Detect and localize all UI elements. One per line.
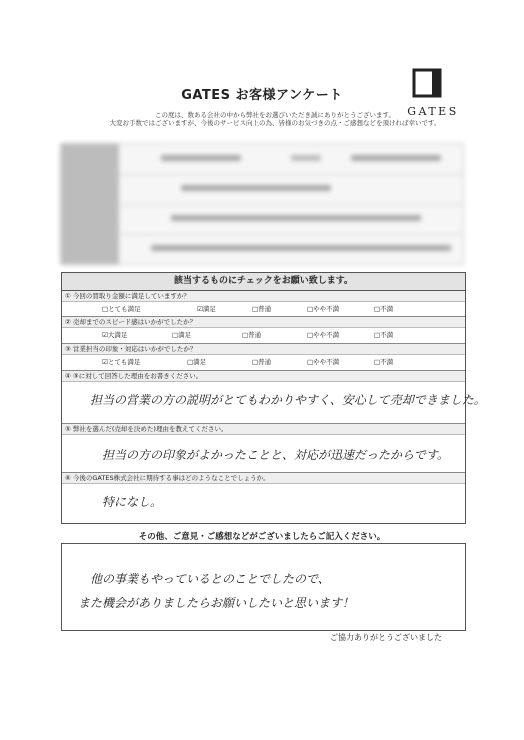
question-6-answer: 特になし。 <box>102 495 163 509</box>
intro-text-line-2: 大変お手数ではございますが、今後のサービス向上の為、皆様のお気づきの点・ご感想などを頂ければ幸いです。 <box>109 119 441 127</box>
question-2-options <box>62 329 465 341</box>
option-dissatisfied[interactable]: □不満 <box>374 358 394 366</box>
option-somewhat-dissatisfied[interactable]: □やや不満 <box>307 331 340 339</box>
question-1 <box>62 291 465 317</box>
logo-text: GATES <box>407 105 459 118</box>
question-3 <box>62 344 465 371</box>
customer-row-label <box>61 144 119 174</box>
option-dissatisfied[interactable]: □不満 <box>374 305 394 313</box>
question-2 <box>62 317 465 344</box>
question-6-label: ⑥ 今後のGATES株式会社に期待する事はどのようなことでしょうか。 <box>62 473 465 484</box>
option-satisfied[interactable]: □満足 <box>172 331 192 339</box>
option-satisfied[interactable]: ☑満足 <box>197 305 216 313</box>
comment-line-1: 他の事業もやっているとのことでしたので、 <box>90 572 330 586</box>
option-normal[interactable]: □普通 <box>252 305 272 313</box>
question-1-label: ① 今回の買取り金額に満足していますか？ <box>62 291 465 302</box>
comments-heading: その他、ご意見・ご感想などがございましたらご記入ください。 <box>138 532 386 542</box>
survey-heading: 該当するものにチェックをお願い致します。 <box>62 273 465 291</box>
option-very-satisfied[interactable]: □とても満足 <box>102 305 141 313</box>
gates-logo <box>405 66 465 126</box>
question-3-label: ③ 営業担当の印象・対応はいかがでしたか？ <box>62 344 465 355</box>
option-somewhat-dissatisfied[interactable]: □やや不満 <box>307 305 340 313</box>
customer-row <box>61 234 463 264</box>
comments-box <box>61 543 466 631</box>
customer-row <box>61 204 463 235</box>
customer-row-label <box>61 234 119 264</box>
question-3-options <box>62 356 465 368</box>
customer-info-redacted <box>60 143 464 265</box>
option-dissatisfied[interactable]: □不満 <box>374 331 394 339</box>
gates-logo-mark <box>412 68 442 98</box>
question-4-label: ④ ③に対して回答した理由をお書きください。 <box>62 371 465 382</box>
survey-checklist <box>61 272 486 524</box>
customer-row <box>61 174 463 205</box>
question-1-options <box>62 303 465 315</box>
question-5-answer: 担当の方の印象がよかったことと、対応が迅速だったからです。 <box>102 448 449 462</box>
page-title: GATES お客様アンケート <box>181 88 343 103</box>
question-4 <box>62 371 486 424</box>
customer-row <box>61 144 463 175</box>
option-normal[interactable]: □普通 <box>242 331 262 339</box>
option-somewhat-dissatisfied[interactable]: □やや不満 <box>307 358 340 366</box>
thanks-text: ご協力ありがとうございました <box>330 633 442 642</box>
option-satisfied[interactable]: □満足 <box>187 358 207 366</box>
option-very-satisfied[interactable]: ☑大満足 <box>102 331 128 339</box>
option-very-satisfied[interactable]: ☑とても満足 <box>102 358 141 366</box>
customer-row-label <box>61 174 119 204</box>
question-4-answer: 担当の営業の方の説明がとてもわかりやすく、安心して売却できました。 <box>90 393 486 407</box>
question-6 <box>62 473 465 522</box>
question-2-label: ② 売却までのスピード感はいかがでしたか？ <box>62 317 465 328</box>
intro-text-line-1: この度は、数ある会社の中から弊社をお選びいただき誠にありがとうございます。 <box>155 111 395 119</box>
question-5-label: ⑤ 弊社を選んだ(売却を決めた)理由を教えてください。 <box>62 424 465 435</box>
option-normal[interactable]: □普通 <box>252 358 272 366</box>
question-5 <box>62 424 465 473</box>
comment-line-2: また機会がありましたらお願いしたいと思います！ <box>78 596 355 610</box>
customer-row-label <box>61 204 119 234</box>
